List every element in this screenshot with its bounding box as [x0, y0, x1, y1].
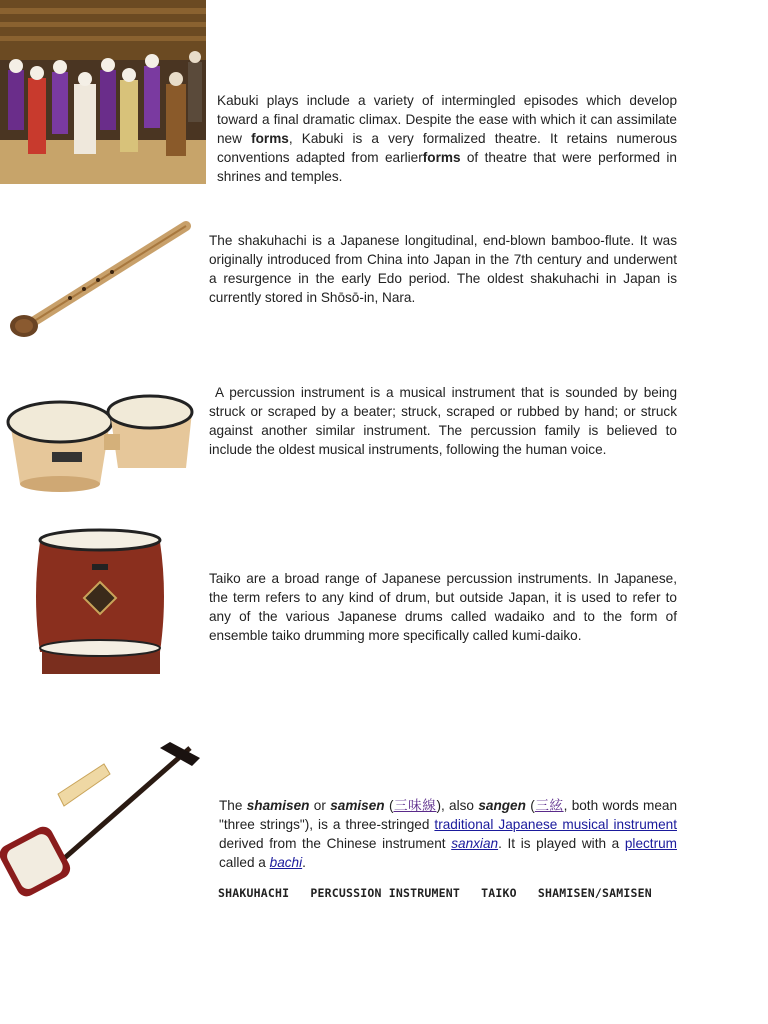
shakuhachi-paragraph: The shakuhachi is a Japanese longitudinal, end-blown bamboo-flute. It was originally introduced from China into Japan in the 7th century and underwent a resurgence in the early Edo period. The oldest shakuhachi in Japan is currently stored in Shōsō-in, Nara.: [209, 233, 677, 305]
kabuki-text-2: , Kabuki is a very formalized theatre. It retains numerous conventions adapted from earlier: [217, 131, 678, 165]
shamisen-text-p19: .: [302, 855, 306, 870]
shamisen-text-p1: The: [219, 798, 247, 813]
kabuki-text-3: of theatre that were performed in shrines and temples.: [217, 150, 677, 184]
shamisen-kanji-link[interactable]: 三味線: [393, 798, 437, 813]
taiko-image: [30, 524, 170, 682]
footer-word-percussion: PERCUSSION INSTRUMENT: [310, 886, 460, 900]
shamisen-term: shamisen: [246, 798, 310, 813]
sanxian-link[interactable]: sanxian: [451, 836, 499, 851]
shamisen-text-p15: . It is played with a: [498, 836, 625, 851]
footer-word-list: [218, 886, 666, 900]
shakuhachi-image: [0, 212, 200, 352]
shamisen-text-p3: or: [309, 798, 331, 813]
bongo-image: [0, 372, 198, 502]
shamisen-text-p9: (: [525, 798, 535, 813]
sangen-term: sangen: [478, 798, 526, 813]
plectrum-link[interactable]: plectrum: [624, 836, 677, 851]
kabuki-text-1: Kabuki plays include a variety of intermingled episodes which develop toward a final dramatic climax. Despite the ease with which it can assimilate new: [217, 93, 677, 146]
shamisen-paragraph: [219, 796, 677, 872]
shamisen-text-p11: , both words mean "three strings"), is a three-stringed: [219, 798, 678, 832]
percussion-paragraph: A percussion instrument is a musical instrument that is sounded by being struck or scraped by a beater; struck, scraped or rubbed by hand; or struck against another similar instrument. The percussion family is believed to include the oldest musical instruments, following the human voice.: [209, 385, 681, 457]
shamisen-text-p13: derived from the Chinese instrument: [219, 836, 452, 851]
forms-bold-1: forms: [251, 131, 289, 146]
forms-bold-2: forms: [422, 150, 461, 165]
taiko-paragraph: Taiko are a broad range of Japanese percussion instruments. In Japanese, the term refers to any kind of drum, but outside Japan, it is used to refer to any of the various Japanese drums called wadaiko and to the form of ensemble taiko drumming more specifically called kumi-daiko.: [209, 571, 677, 643]
footer-word-shakuhachi: SHAKUHACHI: [218, 886, 290, 900]
shamisen-text-p5: (: [384, 798, 394, 813]
kabuki-paragraph: [217, 91, 677, 186]
kabuki-image: [0, 0, 206, 184]
footer-word-taiko: TAIKO: [481, 886, 517, 900]
sangen-kanji-link[interactable]: 三絃: [534, 798, 564, 813]
bachi-link[interactable]: bachi: [269, 855, 303, 870]
shamisen-image: [0, 734, 210, 908]
shamisen-text-p7: ), also: [436, 798, 479, 813]
shamisen-text-p17: called a: [219, 855, 270, 870]
footer-word-shamisen: SHAMISEN/SAMISEN: [537, 886, 652, 900]
samisen-term: samisen: [330, 798, 385, 813]
traditional-instrument-link[interactable]: traditional Japanese musical instrument: [434, 817, 677, 832]
